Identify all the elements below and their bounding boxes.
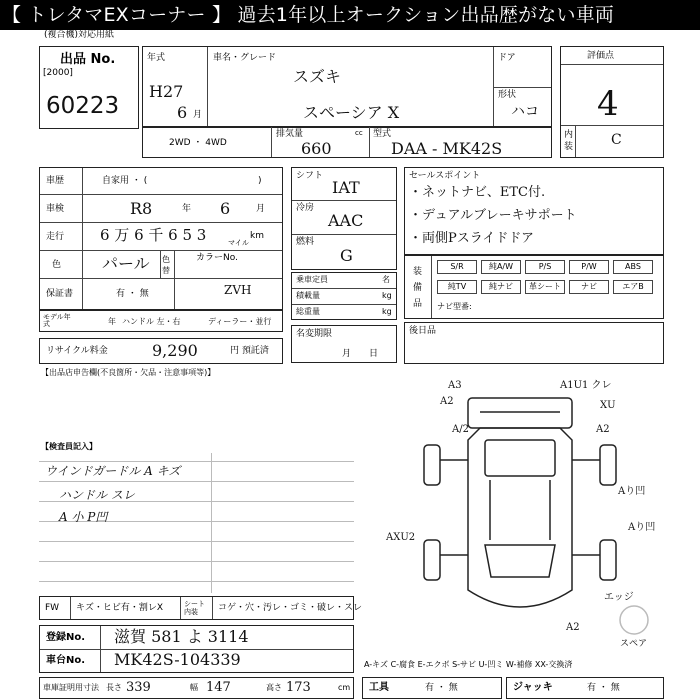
garage-cert-row (39, 677, 354, 699)
inspector-label: 【検査員記入】 (41, 442, 97, 451)
postscript-label: 後日品 (409, 326, 437, 336)
diagram-wheel-rr (600, 445, 616, 485)
capacity-unit: 名 (382, 275, 390, 284)
diagram-mark-2: A1U1 クレ (560, 380, 612, 391)
seat-label: シート内装 (184, 600, 205, 616)
ac-label: 冷房 (296, 203, 315, 213)
shape-value: ハコ (511, 104, 539, 120)
ac-value: AAC (328, 211, 364, 230)
inspector-note-1: ウインドガードル A キズ (45, 464, 181, 478)
jack-row (506, 677, 664, 699)
diagram-mark-8: Aり凹 (628, 522, 656, 533)
diagram-mark-6: A2 (596, 424, 610, 435)
color-label: 色 (52, 260, 62, 270)
capacity-label: 乗車定員 (296, 275, 328, 284)
chassis-value: MK42S-104339 (114, 650, 241, 669)
cert-height: 173 (286, 680, 311, 695)
warranty-value: 有 ・ 無 (116, 289, 149, 299)
equip-genuine-navi: 純ナビ (481, 280, 521, 294)
color-change-label: 色替 (162, 255, 170, 275)
lot-label: 出品 No. (60, 52, 116, 67)
diagram-spare-tire (620, 606, 648, 634)
weight-label: 総重量 (296, 307, 320, 316)
drive-options: 2WD ・ 4WD (169, 138, 227, 148)
diagram-rear-bumper (468, 398, 572, 428)
displacement-value: 660 (301, 139, 332, 158)
diagram-mark-7: Aり凹 (618, 486, 646, 497)
tools-value: 有 ・ 無 (425, 683, 458, 693)
cert-width-label: 幅 (190, 683, 198, 692)
equip-alloy-wheel: 純A/W (481, 260, 521, 274)
equip-airbag: エアB (613, 280, 653, 294)
diagram-mark-5: A/2 (452, 424, 469, 435)
sales-point-box (404, 167, 664, 255)
load-label: 積載量 (296, 291, 320, 300)
tools-row (362, 677, 502, 699)
year-label: 年式 (147, 53, 166, 63)
name-change-label: 名変期限 (296, 329, 333, 339)
handle-options: ハンドル 左・右 (122, 317, 181, 326)
lot-number-box (39, 46, 139, 129)
cert-label: 車庫証明用寸法 (43, 683, 99, 692)
diagram-rear-glass (485, 440, 555, 476)
form-subheader: (複合機)対応用紙 (44, 30, 115, 40)
sales-point-1: ・ネットナビ、ETC付. (409, 185, 546, 200)
notes-label: 【出品店申告欄(不良箇所・欠品・注意事項等)】 (41, 368, 216, 377)
inspector-note-3: A 小 P凹 (59, 510, 108, 524)
displacement-label: 排気量 (276, 129, 304, 139)
car-label: 車名・グレード (213, 53, 277, 63)
name-change-box (291, 325, 397, 363)
shift-ac-fuel-box (291, 167, 397, 270)
score-label: 評価点 (587, 51, 615, 61)
history-options: 自家用 ・ ( (102, 176, 148, 186)
score-value: 4 (597, 84, 619, 124)
diagram-side-lines (490, 480, 550, 540)
equip-power-steering: P/S (525, 260, 565, 274)
car-make: スズキ (293, 67, 342, 86)
chassis-label: 車台No. (46, 655, 86, 666)
fuel-value: G (340, 246, 353, 265)
inspector-note-2: ハンドル スレ (59, 488, 135, 502)
recycle-unit: 円 預託済 (230, 346, 269, 356)
diagram-body (468, 428, 572, 607)
recycle-row (39, 338, 283, 364)
vehicle-info-grid (39, 167, 283, 310)
jack-value: 有 ・ 無 (587, 683, 620, 693)
capacity-box (291, 272, 397, 320)
displacement-unit: cc (355, 129, 363, 137)
fw-seat-row (39, 596, 363, 620)
model-code-value: DAA - MK42S (391, 139, 503, 158)
sales-point-3: ・両側Pスライドドア (409, 231, 534, 246)
cert-unit: cm (338, 683, 351, 692)
auction-banner: 【 トレタマEXコーナー 】 過去1年以上オークション出品歴がない車両 (0, 0, 700, 30)
jack-label: ジャッキ (513, 682, 553, 693)
vehicle-header-box (142, 46, 552, 128)
cert-length: 339 (126, 680, 151, 695)
diagram-mark-11: A2 (566, 622, 580, 633)
color-no-value: ZVH (224, 283, 252, 297)
year-month: 6 (177, 103, 188, 122)
lot-code: [2000] (43, 68, 73, 78)
registration-label: 登録No. (46, 632, 86, 643)
postscript-box (404, 322, 664, 364)
spare-label: スペア (620, 639, 648, 649)
fuel-label: 燃料 (296, 237, 315, 247)
inspector-notes (39, 453, 354, 593)
history-close: ) (258, 176, 262, 186)
seat-items: コゲ・穴・汚レ・ゴミ・破レ・スレ (218, 603, 363, 613)
diagram-mark-4: A2 (440, 396, 454, 407)
equip-tv: 純TV (437, 280, 477, 294)
diagram-mark-10: エッジ (604, 592, 634, 603)
diagram-mark-1: A3 (448, 380, 462, 391)
weight-unit: kg (382, 307, 392, 316)
history-label: 車歴 (46, 176, 65, 186)
cert-length-label: 長さ (106, 683, 122, 692)
diagram-wheel-fr (600, 540, 616, 580)
equip-leather-seat: 革シート (525, 280, 565, 294)
name-change-unit: 月日 (342, 349, 397, 359)
inspection-month: 6 (220, 199, 231, 218)
mileage-unit: マイル (228, 239, 249, 247)
model-year-label: モデル年式 (43, 313, 71, 328)
diagram-wheel-fl (424, 540, 440, 580)
inspection-label: 車検 (46, 204, 65, 214)
warranty-label: 保証書 (46, 289, 74, 299)
color-no-label: カラーNo. (196, 253, 238, 263)
sales-point-label: セールスポイント (409, 171, 481, 181)
shift-value: IAT (332, 178, 360, 197)
sales-point-2: ・デュアルブレーキサポート (409, 208, 577, 223)
car-model: スペーシア X (303, 103, 400, 122)
tools-label: 工具 (369, 682, 389, 693)
shift-label: シフト (296, 171, 324, 181)
model-year-row (39, 310, 283, 332)
mileage-label: 走行 (46, 232, 65, 242)
registration-value: 滋賀 581 よ 3114 (114, 627, 249, 646)
diagram-mark-3: XU (600, 400, 616, 411)
recycle-label: リサイクル料金 (46, 346, 108, 356)
equipment-label: 装備品 (413, 267, 423, 309)
diagram-wheel-rl (424, 445, 440, 485)
inspection-year: R8 (130, 199, 153, 218)
equip-abs: ABS (613, 260, 653, 274)
model-code-label: 型式 (373, 129, 392, 139)
equipment-box (404, 255, 664, 319)
equip-power-window: P/W (569, 260, 609, 274)
mileage-mark: km (250, 231, 264, 241)
damage-legend: A-キズ C-腐食 E-エクボ S-サビ U-凹ミ W-補修 XX-交換済 (364, 660, 573, 669)
interior-label: 内装 (564, 130, 574, 152)
score-box (560, 46, 664, 158)
inspection-month-unit: 月 (256, 204, 266, 214)
fw-items: キズ・ヒビ有・割レX (76, 603, 163, 613)
equip-sr: S/R (437, 260, 477, 274)
mileage-value: 6 万 6 千 6 5 3 (100, 226, 207, 244)
shape-label: 形状 (498, 90, 517, 100)
cert-height-label: 高さ (266, 683, 282, 692)
diagram-mark-9: AXU2 (386, 532, 416, 543)
interior-value: C (611, 132, 622, 148)
load-unit: kg (382, 291, 392, 300)
navi-model-label: ナビ型番: (437, 302, 472, 311)
cert-width: 147 (206, 680, 231, 695)
recycle-value: 9,290 (152, 341, 198, 360)
registration-box (39, 625, 354, 673)
year-era: H27 (149, 82, 184, 101)
equip-navi: ナビ (569, 280, 609, 294)
drive-row (142, 126, 552, 158)
dealer-options: ディーラー・並行 (208, 317, 272, 326)
year-month-unit: 月 (193, 110, 203, 120)
diagram-windshield (485, 545, 555, 577)
color-value: パール (102, 254, 150, 273)
door-label: ドア (498, 53, 516, 63)
fw-label: FW (45, 603, 60, 613)
inspection-year-unit: 年 (182, 204, 192, 214)
lot-number: 60223 (46, 93, 120, 119)
model-year-unit: 年 (108, 317, 116, 326)
